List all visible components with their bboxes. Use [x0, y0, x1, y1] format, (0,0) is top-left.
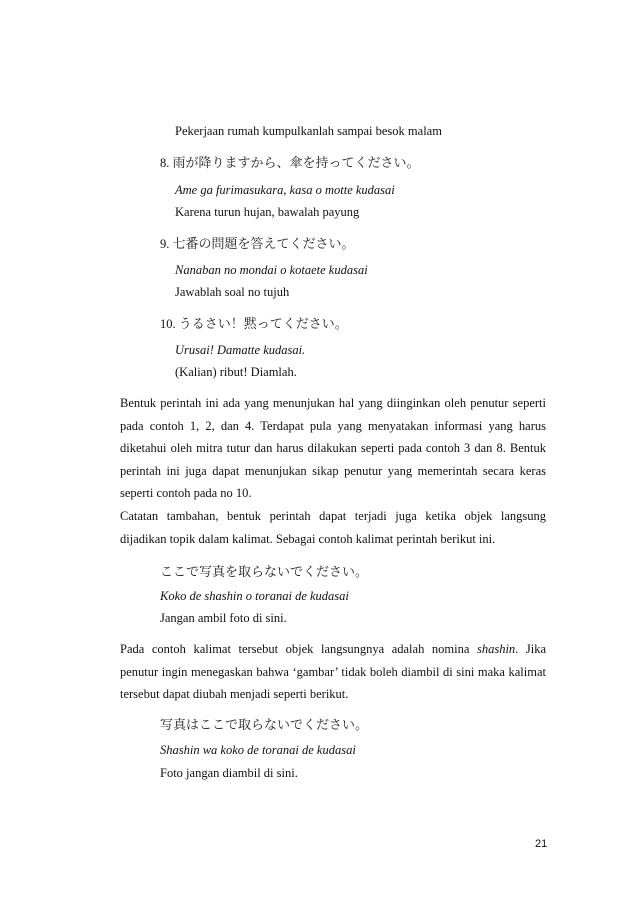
paragraph-3-text-end: . Jika — [515, 642, 546, 656]
example-9-japanese-text: 七番の問題を答えてください。 — [172, 237, 355, 252]
example-b-indonesian: Foto jangan diambil di sini. — [160, 766, 298, 780]
paragraph-1-line: diketahui oleh mitra tutur dan harus dilakukan seperti pada contoh 3 dan 8. Bentuk — [120, 441, 546, 456]
example-10-number: 10. — [160, 317, 176, 331]
example-10-romaji: Urusai! Damatte kudasai. — [175, 343, 306, 357]
paragraph-3-line-2: penutur ingin menegaskan bahwa ‘gambar’ tidak boleh diambil di sini maka kalimat — [120, 664, 546, 679]
paragraph-1 — [120, 392, 546, 550]
paragraph-1-line: perintah ini juga dapat menunjukan sikap penutur yang memerintah secara keras — [120, 463, 546, 478]
paragraph-1-line: pada contoh 1, 2, dan 4. Terdapat pula yang menyatakan informasi yang harus — [120, 418, 546, 433]
example-10-indonesian: (Kalian) ribut! Diamlah. — [175, 365, 297, 379]
example-10-japanese — [160, 316, 348, 333]
example-10-japanese-text: うるさい！黙ってください。 — [178, 317, 348, 332]
example-8-number: 8. — [160, 156, 170, 170]
paragraph-3-line-1 — [120, 638, 546, 661]
paragraph-3-line-3: tersebut dapat diubah menjadi seperti berikut. — [120, 687, 349, 702]
example-9-romaji: Nanaban no mondai o kotaete kudasai — [175, 263, 368, 277]
example-9-indonesian: Jawablah soal no tujuh — [175, 285, 290, 299]
paragraph-1-line: Bentuk perintah ini ada yang menunjukan hal yang diinginkan oleh penutur seperti — [120, 396, 546, 410]
paragraph-2-line: dijadikan topik dalam kalimat. Sebagai contoh kalimat perintah berikut ini. — [120, 531, 496, 546]
example-9-number: 9. — [160, 237, 170, 251]
example-8-indonesian: Karena turun hujan, bawalah payung — [175, 205, 360, 219]
paragraph-2-line: Catatan tambahan, bentuk perintah dapat terjadi juga ketika objek langsung — [120, 508, 546, 523]
paragraph-3 — [120, 638, 546, 706]
example-b-japanese: 写真はここで取らないでください。 — [160, 718, 369, 733]
paragraph-3-text: Pada contoh kalimat tersebut objek langsungnya adalah nomina — [120, 642, 477, 656]
example-8-japanese-text: 雨が降りますから、傘を持ってください。 — [172, 156, 420, 171]
example-a-indonesian: Jangan ambil foto di sini. — [160, 611, 287, 625]
paragraph-1-line: seperti contoh pada no 10. — [120, 486, 252, 501]
example-8-japanese — [160, 155, 420, 172]
example-9-japanese — [160, 236, 355, 253]
example-8-romaji: Ame ga furimasukara, kasa o motte kudasai — [175, 183, 395, 197]
example-7-indonesian: Pekerjaan rumah kumpulkanlah sampai besok malam — [175, 124, 442, 138]
page-number: 21 — [535, 838, 548, 850]
paragraph-3-term: shashin — [476, 642, 516, 656]
example-a-romaji: Koko de shashin o toranai de kudasai — [160, 589, 349, 603]
example-a-japanese: ここで写真を取らないでください。 — [160, 565, 369, 580]
example-b-romaji: Shashin wa koko de toranai de kudasai — [160, 743, 356, 757]
